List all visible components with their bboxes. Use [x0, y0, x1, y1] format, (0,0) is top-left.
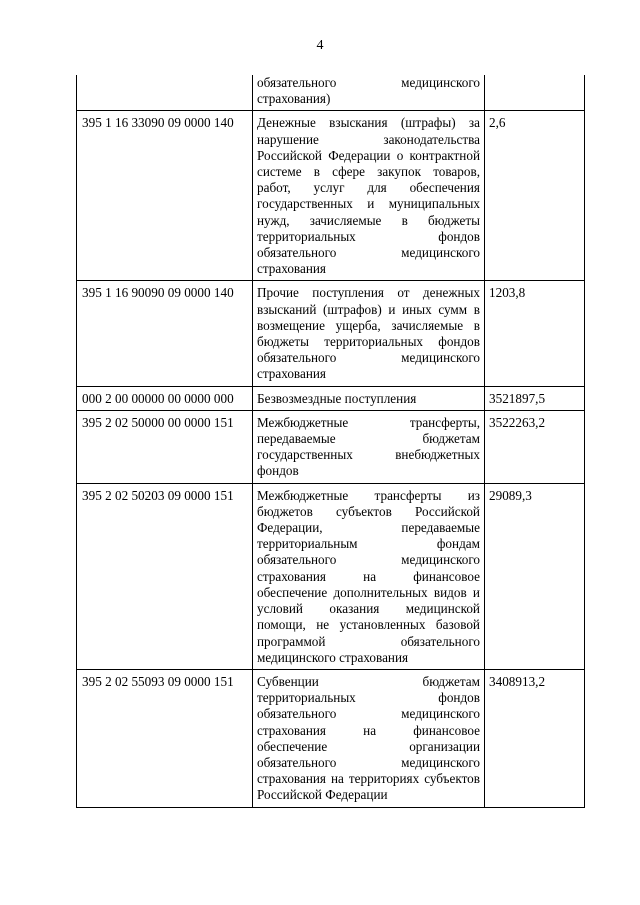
amount-cell: 3408913,2	[485, 669, 585, 807]
budget-code-cell: 000 2 00 00000 00 0000 000	[77, 386, 253, 410]
amount-cell	[485, 75, 585, 111]
table-row	[77, 111, 585, 281]
revenue-name-cell: Субвенции бюджетам территориальных фондов обязательного медицинского страхования на финансовое обеспечение организации обязательного медицинского страхования на территориях субъектов Российской Федерации	[253, 669, 485, 807]
amount-cell: 3522263,2	[485, 410, 585, 483]
amount-cell: 2,6	[485, 111, 585, 281]
budget-code-cell	[77, 75, 253, 111]
revenue-name-cell: Прочие поступления от денежных взысканий (штрафов) и иных сумм в возмещение ущерба, зачисляемые в бюджеты территориальных фондов обязательного медицинского страхования	[253, 281, 485, 386]
revenue-name-cell: Межбюджетные трансферты из бюджетов субъектов Российской Федерации, передаваемые территориальным фондам обязательного медицинского страхования на финансовое обеспечение дополнительных видов и условий оказания медицинской помощи, не установленных базовой программой обязательного медицинского страхования	[253, 483, 485, 669]
amount-cell: 1203,8	[485, 281, 585, 386]
revenue-name-cell: Безвозмездные поступления	[253, 386, 485, 410]
revenue-name-cell: Денежные взыскания (штрафы) за нарушение законодательства Российской Федерации о контрактной системе в сфере закупок товаров, работ, услуг для обеспечения государственных и муниципальных нужд, зачисляемые в бюджеты территориальных фондов обязательного медицинского страхования	[253, 111, 485, 281]
budget-code-cell: 395 1 16 90090 09 0000 140	[77, 281, 253, 386]
table-row	[77, 75, 585, 111]
table-row	[77, 410, 585, 483]
table-row	[77, 386, 585, 410]
amount-cell: 3521897,5	[485, 386, 585, 410]
budget-code-cell: 395 2 02 50000 00 0000 151	[77, 410, 253, 483]
table-row	[77, 669, 585, 807]
budget-code-cell: 395 1 16 33090 09 0000 140	[77, 111, 253, 281]
table-row	[77, 483, 585, 669]
revenue-name-cell: обязательного медицинского страхования)	[253, 75, 485, 111]
budget-revenue-table	[76, 75, 585, 808]
table-row	[77, 281, 585, 386]
budget-code-cell: 395 2 02 50203 09 0000 151	[77, 483, 253, 669]
budget-code-cell: 395 2 02 55093 09 0000 151	[77, 669, 253, 807]
amount-cell: 29089,3	[485, 483, 585, 669]
page-number: 4	[316, 38, 324, 53]
revenue-name-cell: Межбюджетные трансферты, передаваемые бюджетам государственных внебюджетных фондов	[253, 410, 485, 483]
